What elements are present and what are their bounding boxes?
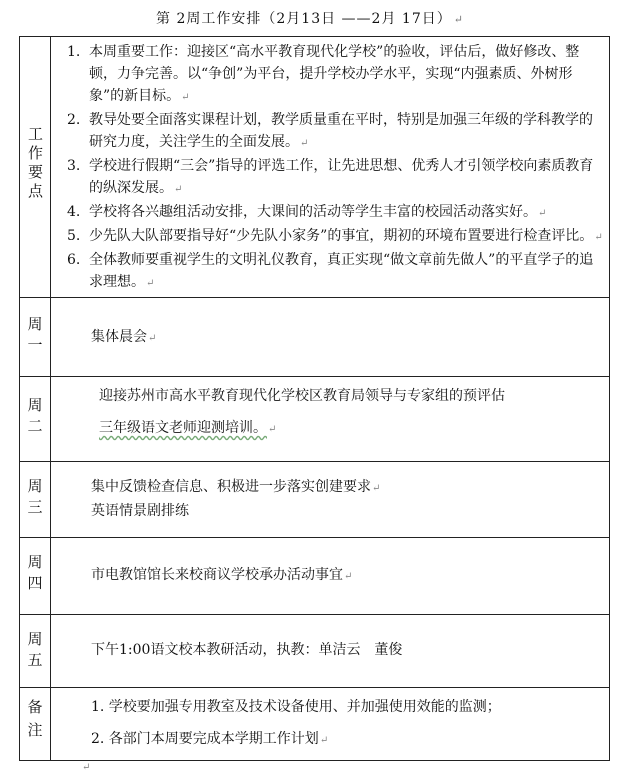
para-mark-icon: ↵ [148,333,157,344]
para-mark-icon: ↵ [453,13,464,26]
key-point-item [67,109,603,155]
day-activity-text: 市电教馆馆长来校商议学校承办活动事宜 [91,567,343,583]
key-point-item [67,249,603,295]
day-activity-text: 三年级语文老师迎测培训。 [99,420,267,436]
para-mark-icon: ↵ [268,424,277,435]
key-points-label [24,126,46,208]
day-label-cell [20,615,51,688]
key-point-text: 少先队大队部要指导好“少先队小家务”的事宜，期初的环境布置要进行检查评比。 [89,228,594,244]
day-activity-text: 集体晨会 [91,329,147,345]
para-mark-icon: ↵ [344,571,353,582]
day-row-monday [20,298,610,377]
remarks-label: 备注 [25,699,44,745]
key-point-item [67,41,603,109]
day-activity-line [91,564,601,588]
day-activity-line [59,417,603,441]
remark-text: 2. 各部门本周要完成本学期工作计划 [91,731,319,747]
day-label-cell [20,538,51,615]
remarks-cell [51,688,610,761]
day-label: 周四 [25,554,44,596]
key-point-text: 教导处要全面落实课程计划，教学质量重在平时，特别是加强三年级的学科教学的研究力度，关注学生的全面发展。 [89,112,593,150]
para-mark-icon: ↵ [181,92,190,103]
remark-text: 1. 学校要加强专用教室及技术设备使用、并加强使用效能的监测； [91,699,501,715]
page-title-text: 第 2周工作安排（2月13日 ——2月 17日） [156,11,452,27]
day-activity-line [91,639,601,661]
key-points-list [51,37,609,297]
day-activity-text: 迎接苏州市高水平教育现代化学校区教育局领导与专家组的预评估 [99,388,505,404]
key-point-item [67,155,603,201]
key-points-label-text: 工作要点 [26,126,44,202]
key-points-row [20,37,610,298]
para-mark-icon: ↵ [372,483,381,494]
day-row-friday [20,615,610,688]
para-mark-icon: ↵ [594,232,603,243]
key-point-item [67,201,603,225]
key-points-cell [51,37,610,298]
day-content-cell [51,377,610,462]
key-point-text: 学校进行假期“三会”指导的评选工作，让先进思想、优秀人才引领学校向素质教育的纵深发展。 [89,158,594,196]
key-point-number: 2. [67,112,81,128]
day-content-cell [51,462,610,538]
key-point-text: 学校将各兴趣组活动安排，大课间的活动等学生丰富的校园活动落实好。 [89,204,537,220]
para-mark-icon: ↵ [538,208,547,219]
para-mark-icon: ↵ [174,184,183,195]
page-title [0,8,620,28]
key-points-label-cell [20,37,51,298]
day-label: 周二 [25,397,44,439]
day-activity-line [91,500,601,522]
day-activity-text: 英语情景剧排练 [91,503,189,519]
key-point-text: 全体教师要重视学生的文明礼仪教育，真正实现“做文章前先做人”的平直学子的追求理想。 [89,252,594,290]
key-point-number: 3. [67,158,81,174]
day-activity-line [91,476,601,500]
weekly-plan-table [19,36,610,761]
key-point-number: 5. [67,228,81,244]
day-content-cell [51,298,610,377]
para-mark-icon: ↵ [300,138,309,149]
day-content-cell [51,615,610,688]
day-row-tuesday [20,377,610,462]
day-label-cell [20,377,51,462]
day-activity-line [59,385,603,407]
remark-line [91,728,603,752]
remarks-label-cell [20,688,51,761]
day-label: 周一 [25,316,44,358]
day-activity-line [91,326,601,350]
day-label: 周三 [25,478,44,520]
day-label-cell [20,298,51,377]
day-row-wednesday [20,462,610,538]
day-activity-text: 下午1:00语文校本教研活动，执教：单洁云 董俊 [91,642,403,658]
key-point-text: 本周重要工作：迎接区“高水平教育现代化学校”的验收，评估后，做好修改、整顿，力争完善。以“争创”为平台，提升学校办学水平，实现“内强素质、外树形象”的新目标。 [89,44,580,104]
day-content-cell [51,538,610,615]
end-para-mark-icon: ↵ [82,762,91,773]
key-point-number: 6. [67,252,81,268]
key-point-number: 4. [67,204,81,220]
para-mark-icon: ↵ [146,278,155,289]
key-point-number: 1. [67,44,81,60]
remark-line [91,696,603,718]
day-label: 周五 [25,631,44,673]
para-mark-icon: ↵ [319,735,329,746]
day-activity-text: 集中反馈检查信息、积极进一步落实创建要求 [91,479,371,495]
remarks-row [20,688,610,761]
day-label-cell [20,462,51,538]
day-row-thursday [20,538,610,615]
key-point-item [67,225,603,249]
